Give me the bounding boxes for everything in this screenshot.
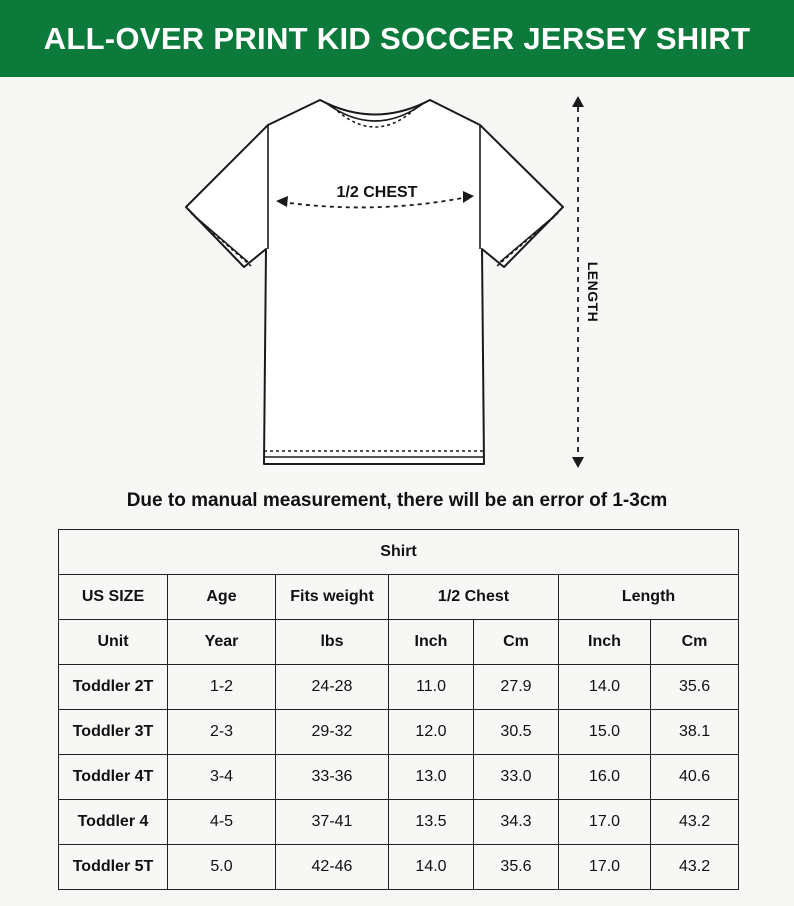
cell-size: Toddler 3T: [59, 710, 168, 755]
table-caption-row: [59, 530, 739, 575]
header-weight: Fits weight: [276, 575, 389, 620]
cell-size: Toddler 5T: [59, 845, 168, 890]
title-banner: [0, 0, 794, 77]
cell-length-inch: 15.0: [559, 710, 651, 755]
cell-length-inch: 16.0: [559, 755, 651, 800]
chest-label: 1/2 CHEST: [336, 184, 418, 201]
cell-size: Toddler 2T: [59, 665, 168, 710]
cell-age: 1-2: [168, 665, 276, 710]
unit-weight: lbs: [276, 620, 389, 665]
cell-weight: 24-28: [276, 665, 389, 710]
header-age: Age: [168, 575, 276, 620]
cell-age: 2-3: [168, 710, 276, 755]
length-label: LENGTH: [585, 261, 601, 323]
cell-chest-inch: 12.0: [389, 710, 474, 755]
cell-weight: 42-46: [276, 845, 389, 890]
cell-chest-cm: 33.0: [474, 755, 559, 800]
table-unit-row: [59, 620, 739, 665]
measurement-note: Due to manual measurement, there will be an error of 1-3cm: [126, 490, 668, 511]
table-row: [59, 845, 739, 890]
cell-weight: 33-36: [276, 755, 389, 800]
page-title: ALL-OVER PRINT KID SOCCER JERSEY SHIRT: [43, 20, 751, 56]
cell-length-cm: 43.2: [651, 800, 739, 845]
cell-length-cm: 38.1: [651, 710, 739, 755]
unit-chest-cm: Cm: [474, 620, 559, 665]
unit-age: Year: [168, 620, 276, 665]
cell-size: Toddler 4: [59, 800, 168, 845]
cell-age: 3-4: [168, 755, 276, 800]
table-row: [59, 755, 739, 800]
unit-length-inch: Inch: [559, 620, 651, 665]
table-row: [59, 665, 739, 710]
cell-chest-cm: 35.6: [474, 845, 559, 890]
cell-length-inch: 17.0: [559, 845, 651, 890]
cell-chest-inch: 13.0: [389, 755, 474, 800]
header-chest: 1/2 Chest: [389, 575, 559, 620]
unit-length-cm: Cm: [651, 620, 739, 665]
cell-chest-inch: 14.0: [389, 845, 474, 890]
cell-weight: 29-32: [276, 710, 389, 755]
cell-weight: 37-41: [276, 800, 389, 845]
cell-chest-cm: 27.9: [474, 665, 559, 710]
header-length: Length: [559, 575, 739, 620]
cell-age: 5.0: [168, 845, 276, 890]
header-size: US SIZE: [59, 575, 168, 620]
unit-size: Unit: [59, 620, 168, 665]
cell-chest-cm: 34.3: [474, 800, 559, 845]
table-row: [59, 710, 739, 755]
table-header-row: [59, 575, 739, 620]
cell-length-cm: 40.6: [651, 755, 739, 800]
cell-size: Toddler 4T: [59, 755, 168, 800]
table-caption: Shirt: [59, 530, 739, 575]
table-row: [59, 800, 739, 845]
cell-length-cm: 43.2: [651, 845, 739, 890]
unit-chest-inch: Inch: [389, 620, 474, 665]
cell-chest-cm: 30.5: [474, 710, 559, 755]
cell-length-inch: 17.0: [559, 800, 651, 845]
tshirt-outline-icon: [0, 77, 794, 487]
size-chart-table: [58, 529, 739, 890]
cell-chest-inch: 13.5: [389, 800, 474, 845]
shirt-diagram: [0, 77, 794, 487]
cell-length-inch: 14.0: [559, 665, 651, 710]
cell-length-cm: 35.6: [651, 665, 739, 710]
cell-age: 4-5: [168, 800, 276, 845]
cell-chest-inch: 11.0: [389, 665, 474, 710]
